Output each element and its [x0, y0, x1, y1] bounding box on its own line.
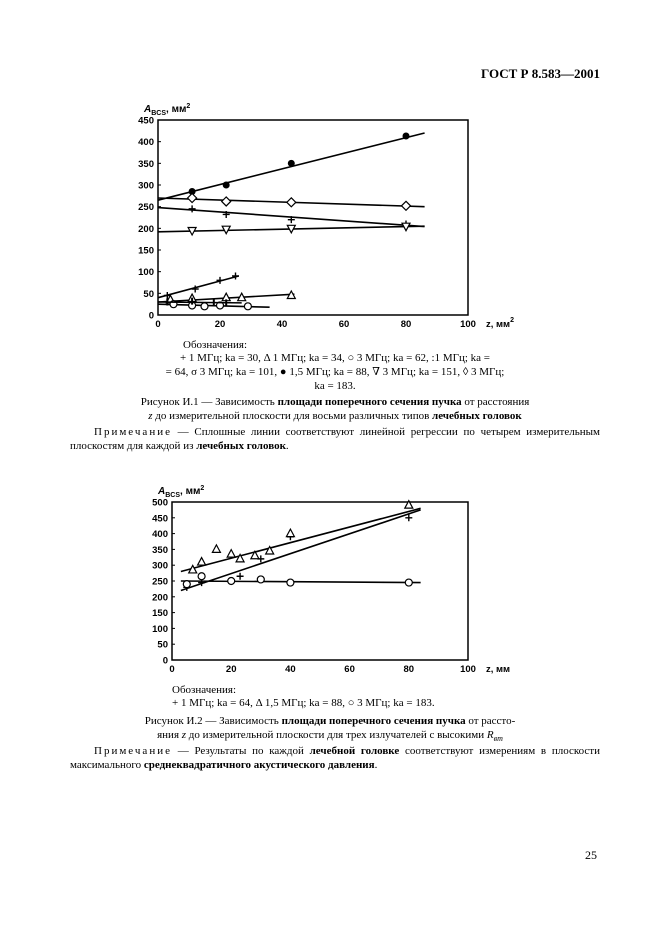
regression-line [158, 302, 242, 303]
open-circle-point [244, 303, 251, 310]
note-2-text-mid: соответствуют измерениям в плоскости максимального [70, 745, 601, 771]
x-tick-label: 60 [344, 664, 355, 675]
x-tick-label: 80 [403, 664, 415, 675]
triangle-point [212, 545, 220, 553]
figure-2-caption [130, 714, 530, 746]
caption-2-line2-start: яния [157, 729, 182, 741]
figure-1-legend-line-2: = 64, σ 3 МГц; ka = 101, ● 1,5 МГц; ka = 88, ∇ 3 МГц; ka = 151, ◊ 3 МГц; [165, 366, 505, 378]
diamond-point [287, 198, 296, 207]
x-tick-label: 80 [400, 319, 412, 330]
series-3 [181, 573, 421, 588]
diamond-point [188, 194, 197, 203]
filled-circle-point [288, 160, 295, 167]
filled-circle-point [403, 133, 410, 140]
y-tick-label: 450 [138, 115, 154, 127]
series-2 [181, 501, 421, 573]
caption-2-line2: до измерительной плоскости для трех излучателей с высокими [186, 729, 487, 741]
x-tick-label: 100 [460, 664, 476, 675]
caption-1-z: z [148, 410, 153, 422]
y-tick-label: 150 [152, 608, 168, 620]
figure-1-plot [0, 90, 661, 340]
note-1-bold: лечебных головок [196, 440, 286, 452]
figure-2-legend-title: Обозначения: [172, 684, 237, 696]
x-tick-label: 20 [214, 319, 226, 330]
figure-1-caption [95, 395, 575, 423]
figure-1-legend [95, 351, 575, 393]
series-3 [158, 205, 425, 227]
figure-2-legend [172, 696, 435, 710]
note-1-end: . [285, 440, 289, 452]
triangle-point [227, 550, 235, 558]
figure-1-legend-title: Обозначения: [183, 339, 248, 351]
figure-2-chart [0, 470, 661, 680]
y-tick-label: 50 [157, 639, 168, 651]
figure-1-legend-line-3: ka = 183. [314, 380, 356, 392]
x-tick-label: 20 [225, 664, 237, 675]
caption-2-mid: от рассто- [465, 715, 516, 727]
y-tick-label: 250 [152, 576, 168, 588]
caption-2-r: R [486, 729, 494, 741]
y-tick-label: 250 [138, 202, 154, 214]
x-tick-label: 0 [169, 664, 175, 675]
figure-2-legend-line-1: + 1 МГц; ka = 64, Δ 1,5 МГц; ka = 88, ○ 3 МГц; ka = 183. [172, 697, 435, 709]
regression-line [181, 508, 421, 571]
caption-2-bold: площади поперечного сечения пучка [281, 715, 466, 727]
note-1-text: — Сплошные линии соответствуют линейной регрессии по четырем измерительным плоскостям для каждой из [70, 426, 600, 452]
diamond-point [402, 201, 411, 210]
x-axis-label: z, мм [486, 664, 511, 675]
open-circle-point [287, 579, 294, 586]
y-tick-label: 0 [148, 310, 154, 322]
triangle-point [286, 529, 294, 537]
y-tick-label: 100 [152, 623, 168, 635]
x-tick-label: 0 [155, 319, 161, 330]
plus-point [189, 205, 196, 212]
open-circle-point [183, 581, 190, 588]
y-tick-label: 300 [152, 560, 168, 572]
series-4 [158, 223, 425, 235]
note-2-end: . [374, 759, 378, 771]
plus-point [217, 277, 224, 284]
note-2-label: Примечание [94, 745, 172, 757]
figure-1-legend-line-1: + 1 МГц; ka = 30, Δ 1 МГц; ka = 34, ○ 3 МГц; ka = 62, :1 МГц; ka = [179, 352, 491, 364]
open-circle-point [257, 576, 264, 583]
filled-circle-point [223, 182, 230, 189]
figure-1-chart [0, 90, 661, 340]
series-1 [158, 133, 425, 201]
x-tick-label: 100 [460, 319, 476, 330]
x-tick-label: 60 [338, 319, 350, 330]
y-tick-label: 400 [138, 137, 154, 149]
y-tick-label: 200 [152, 592, 168, 604]
y-tick-label: 500 [152, 497, 168, 509]
y-tick-label: 350 [152, 544, 168, 556]
caption-1-bold-2: лечебных головок [432, 410, 522, 422]
caption-2-r-sub: вт [493, 734, 503, 744]
caption-1-prefix: Рисунок И.1 — Зависимость [140, 396, 278, 408]
page-number: 25 [585, 848, 597, 862]
y-tick-label: 200 [138, 223, 154, 235]
note-2-text: — Результаты по каждой [171, 745, 310, 757]
note-2-bold-2: среднеквадратичного акустического давления [143, 759, 375, 771]
open-circle-point [198, 573, 205, 580]
plus-point [232, 273, 239, 280]
x-tick-label: 40 [276, 319, 288, 330]
caption-1-line2: до измерительной плоскости для восьми различных типов [152, 410, 433, 422]
standard-header: ГОСТ Р 8.583—2001 [481, 66, 600, 81]
regression-line [181, 581, 421, 583]
caption-1-bold: площади поперечного сечения пучка [277, 396, 462, 408]
note-2 [70, 744, 600, 772]
y-tick-label: 300 [138, 180, 154, 192]
open-circle-point [201, 303, 208, 310]
y-axis-label: $A_{BCS}$, $мм^2$ [144, 103, 191, 117]
y-tick-label: 150 [138, 245, 154, 257]
y-tick-label: 450 [152, 513, 168, 525]
open-circle-point [405, 579, 412, 586]
caption-1-mid: от расстояния [461, 396, 530, 408]
x-axis-label: z, $мм^2$ [486, 317, 514, 330]
y-tick-label: 350 [138, 158, 154, 170]
plus-point [237, 573, 244, 580]
caption-2-z: z [181, 729, 187, 741]
note-2-bold-1: лечебной головке [309, 745, 400, 757]
series-2 [158, 194, 425, 211]
y-tick-label: 400 [152, 529, 168, 541]
y-tick-label: 0 [162, 655, 168, 667]
note-1 [70, 425, 600, 453]
y-axis-label: $A_{BCS}$, $мм^2$ [158, 485, 205, 499]
x-tick-label: 40 [285, 664, 296, 675]
figure-2-plot [0, 470, 661, 680]
caption-2-prefix: Рисунок И.2 — Зависимость [144, 715, 282, 727]
triangle-point [198, 558, 206, 566]
open-circle-point [228, 578, 235, 585]
note-1-label: Примечание [94, 426, 172, 438]
y-tick-label: 100 [138, 267, 154, 279]
diamond-point [222, 197, 231, 206]
y-tick-label: 50 [143, 288, 154, 300]
